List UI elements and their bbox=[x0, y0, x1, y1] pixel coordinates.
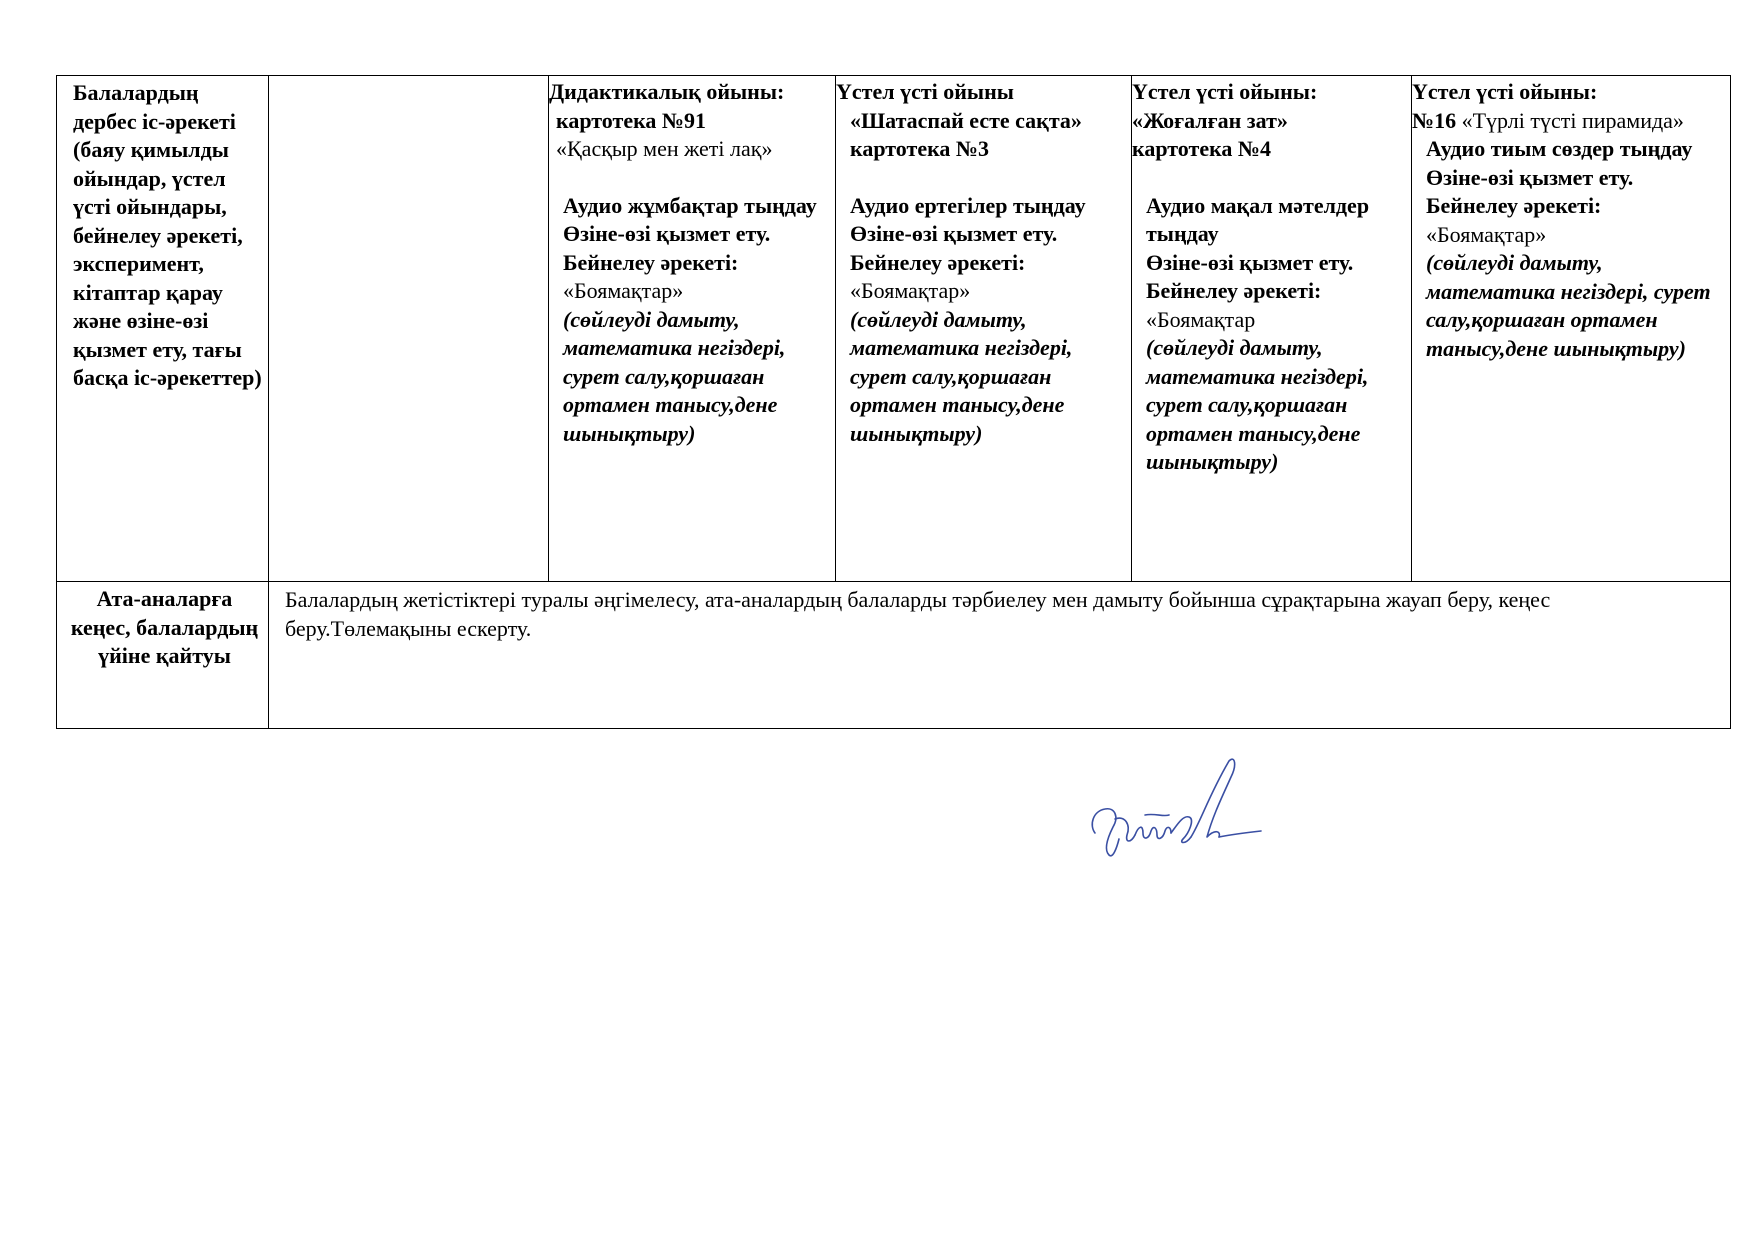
development-areas: (сөйлеуді дамыту, математика негіздері, сурет салу,қоршаған ортамен танысу,дене шынықтыру) bbox=[1426, 250, 1711, 361]
audio-activity: Аудио ертегілер тыңдау bbox=[850, 192, 1086, 218]
parents-row bbox=[57, 582, 1731, 729]
art-label: Бейнелеу әрекеті: bbox=[1146, 278, 1322, 303]
audio-activity: Аудио мақал мәтелдер тыңдау bbox=[1146, 192, 1370, 246]
game-title: Үстел үсті ойыны bbox=[836, 79, 1014, 104]
day-cell-4 bbox=[1412, 76, 1731, 582]
activity-label-cell bbox=[57, 76, 269, 582]
self-service: Өзіне-өзі қызмет ету. bbox=[1426, 164, 1634, 190]
parents-advice-text: Балалардың жетістіктері туралы әңгімелесу, ата-аналардың балаларды тәрбиелеу мен дамыту бойынша сұрақтарына жауап беру, кеңес беру.Төлемақыны ескерту. bbox=[285, 587, 1551, 641]
game-title: Үстел үсті ойыны: bbox=[1412, 79, 1598, 104]
art-name: «Боямақтар bbox=[1146, 306, 1256, 332]
art-name: «Боямақтар» bbox=[850, 278, 971, 303]
game-name: «Түрлі түсті пирамида» bbox=[1461, 107, 1684, 133]
art-label: Бейнелеу әрекеті: bbox=[850, 249, 1026, 275]
empty-cell bbox=[269, 76, 549, 582]
development-areas: (сөйлеуді дамыту, математика негіздері, сурет салу,қоршаған ортамен танысу,дене шынықтыру) bbox=[563, 306, 786, 446]
card-number: картотека №91 bbox=[556, 107, 707, 133]
activity-row bbox=[57, 76, 1731, 582]
art-name: «Боямақтар» bbox=[1426, 221, 1547, 247]
card-number: картотека №3 bbox=[850, 136, 990, 161]
card-number: картотека №4 bbox=[1132, 136, 1272, 161]
game-title: Дидактикалық ойыны: bbox=[549, 79, 785, 104]
self-service: Өзіне-өзі қызмет ету. bbox=[1146, 249, 1354, 275]
activity-label: Балалардың дербес іс-әрекеті (баяу қимылды ойындар, үстел үсті ойындары, бейнелеу әрекеті, эксперимент, кітаптар қарау және өзіне-өзі қызмет ету, тағы басқа іс-әрекеттер) bbox=[73, 80, 262, 390]
game-name: «Шатаспай есте сақта» bbox=[850, 107, 1082, 133]
art-label: Бейнелеу әрекеті: bbox=[1426, 193, 1602, 218]
game-name: «Жоғалған зат» bbox=[1132, 107, 1288, 133]
development-areas: (сөйлеуді дамыту, математика негіздері, сурет салу,қоршаған ортамен танысу,дене шынықтыру) bbox=[850, 306, 1073, 446]
parents-label-cell bbox=[57, 582, 269, 729]
self-service: Өзіне-өзі қызмет ету. bbox=[563, 221, 771, 246]
art-name: «Боямақтар» bbox=[563, 278, 684, 303]
day-cell-1 bbox=[549, 76, 836, 582]
day-cell-3 bbox=[1132, 76, 1412, 582]
daily-plan-table bbox=[56, 75, 1731, 729]
development-areas: (сөйлеуді дамыту, математика негіздері, сурет салу,қоршаған ортамен танысу,дене шынықтыру) bbox=[1146, 335, 1369, 474]
signature bbox=[1085, 755, 1265, 865]
parents-label: Ата-аналарға кеңес, балалардың үйіне қайтуы bbox=[70, 586, 259, 668]
game-name: «Қасқыр мен жеті лақ» bbox=[556, 136, 773, 161]
art-label: Бейнелеу әрекеті: bbox=[563, 249, 739, 275]
game-title: Үстел үсті ойыны: bbox=[1132, 79, 1318, 104]
audio-activity: Аудио тиым сөздер тыңдау bbox=[1426, 136, 1693, 161]
self-service: Өзіне-өзі қызмет ету. bbox=[850, 221, 1058, 246]
audio-activity: Аудио жұмбақтар тыңдау bbox=[563, 192, 817, 218]
day-cell-2 bbox=[836, 76, 1132, 582]
parents-advice-cell bbox=[269, 582, 1731, 729]
card-number: №16 bbox=[1412, 107, 1457, 133]
